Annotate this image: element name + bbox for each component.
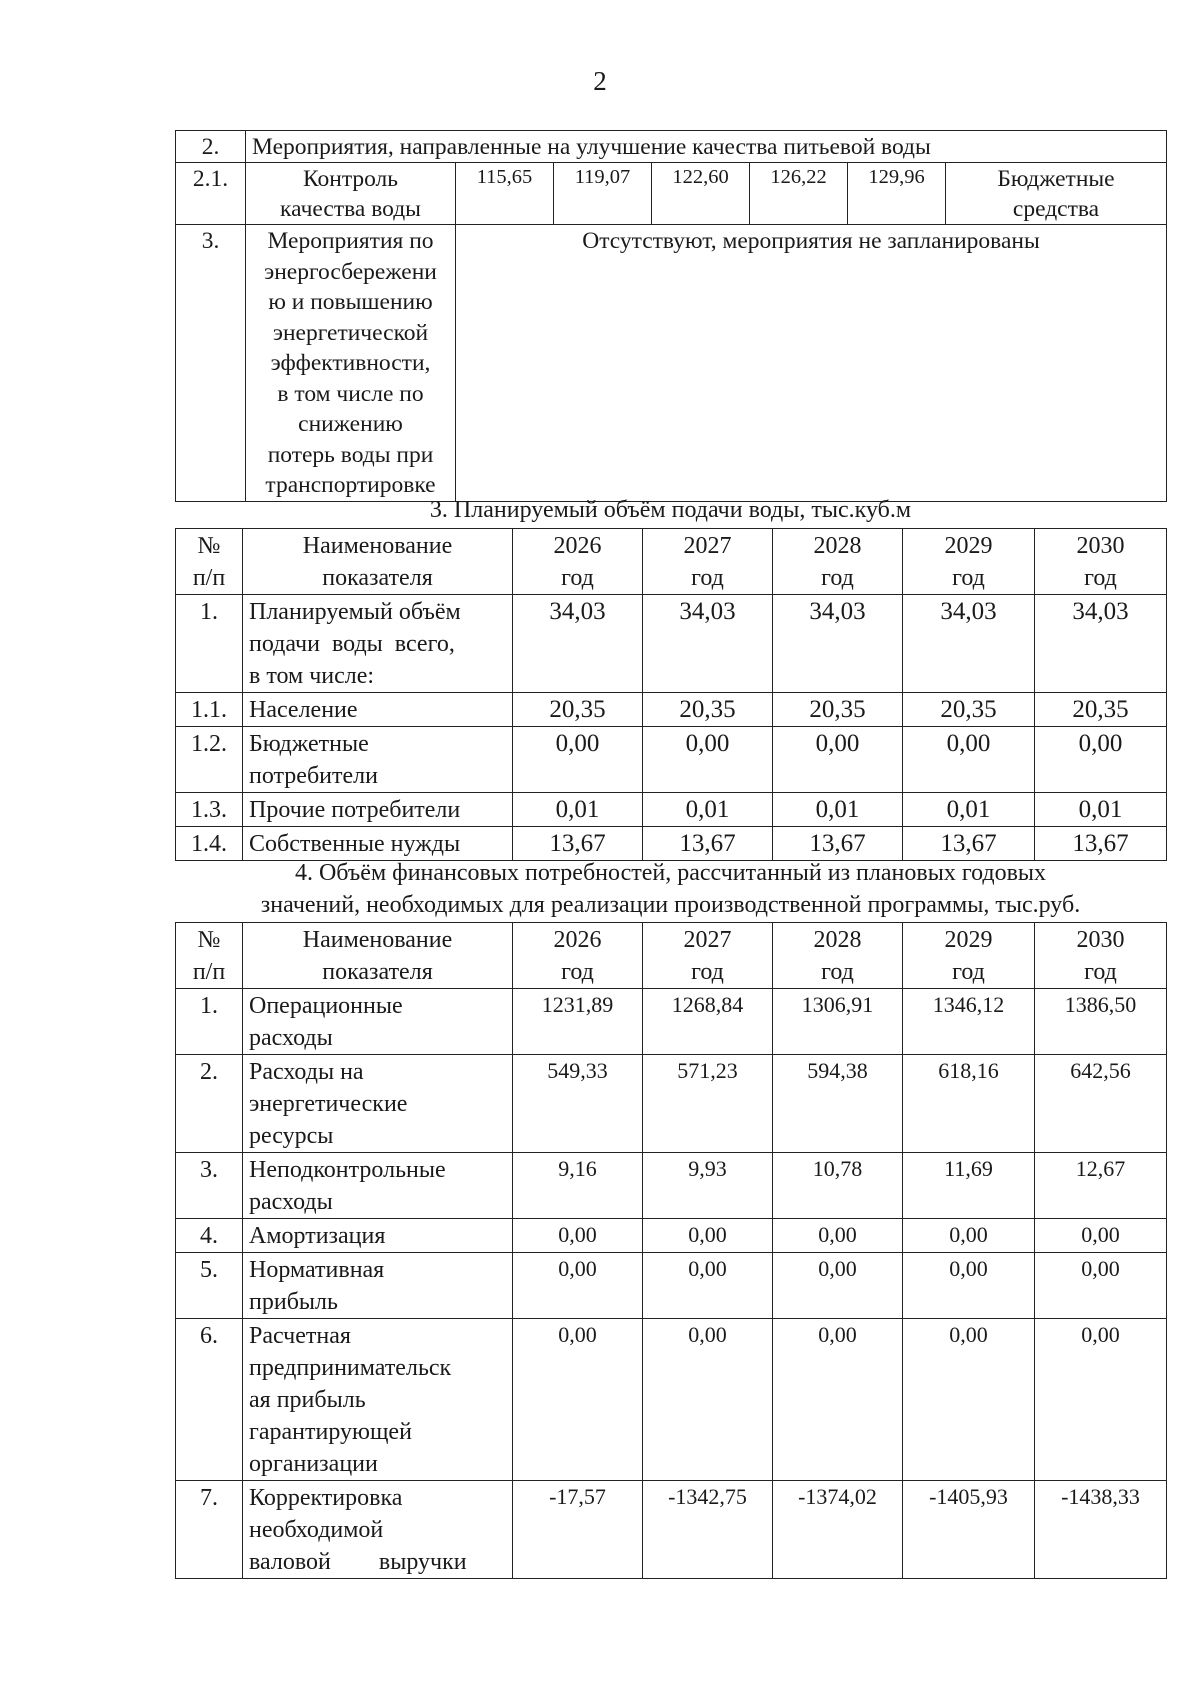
name-line: организации bbox=[249, 1451, 378, 1477]
row-number: 1. bbox=[176, 595, 243, 693]
row-number: 5. bbox=[176, 1253, 243, 1319]
value-cell: 10,78 bbox=[773, 1153, 903, 1219]
year: 2027 bbox=[683, 533, 732, 559]
year-word: год bbox=[821, 565, 854, 591]
funding-source bbox=[946, 163, 1167, 225]
year-word: год bbox=[1084, 959, 1117, 985]
value-cell: 571,23 bbox=[643, 1055, 773, 1153]
name-line: Неподконтрольные bbox=[249, 1157, 446, 1183]
row-name bbox=[243, 1319, 513, 1481]
value-cell: 34,03 bbox=[903, 595, 1035, 693]
name-line: Мероприятия по bbox=[267, 228, 434, 254]
name-line: качества воды bbox=[280, 196, 421, 222]
value-cell: 9,16 bbox=[513, 1153, 643, 1219]
name-line: расходы bbox=[249, 1189, 333, 1215]
name-line: ая прибыль bbox=[249, 1387, 366, 1413]
name-line: Бюджетные bbox=[249, 731, 369, 757]
year-word: год bbox=[1084, 565, 1117, 591]
value-cell: 126,22 bbox=[750, 163, 848, 225]
name-line: в том числе по bbox=[277, 380, 424, 407]
table-row bbox=[176, 693, 1167, 727]
row-name bbox=[243, 989, 513, 1055]
name-line: Расходы на bbox=[249, 1059, 364, 1085]
name-line: энергетические bbox=[249, 1091, 408, 1117]
value-cell: -17,57 bbox=[513, 1481, 643, 1579]
year: 2028 bbox=[813, 927, 862, 953]
name-line: транспортировке bbox=[265, 472, 436, 498]
value-cell: 20,35 bbox=[513, 693, 643, 727]
row-number: 1.3. bbox=[176, 793, 243, 827]
row-number: 1.1. bbox=[176, 693, 243, 727]
value-cell: 0,00 bbox=[1035, 1219, 1167, 1253]
header-year bbox=[903, 529, 1035, 595]
value-cell: 0,00 bbox=[1035, 1319, 1167, 1481]
header-year bbox=[643, 529, 773, 595]
name-line: Нормативная bbox=[249, 1257, 385, 1283]
table-row bbox=[176, 1055, 1167, 1153]
value-cell: 0,00 bbox=[643, 727, 773, 793]
year: 2030 bbox=[1076, 533, 1125, 559]
name-line: Контроль bbox=[302, 166, 399, 192]
name-line: необходимой bbox=[249, 1517, 384, 1543]
value-cell: 1306,91 bbox=[773, 989, 903, 1055]
value-cell: 1346,12 bbox=[903, 989, 1035, 1055]
header-line: п/п bbox=[192, 565, 226, 591]
row-number: 1.2. bbox=[176, 727, 243, 793]
table-row bbox=[176, 1219, 1167, 1253]
value-cell: 0,01 bbox=[643, 793, 773, 827]
row-number: 4. bbox=[176, 1219, 243, 1253]
header-name bbox=[243, 529, 513, 595]
row-name bbox=[243, 1153, 513, 1219]
value-cell: 0,00 bbox=[643, 1253, 773, 1319]
row-number: 2. bbox=[176, 1055, 243, 1153]
value-cell: 12,67 bbox=[1035, 1153, 1167, 1219]
value-cell: 0,00 bbox=[903, 727, 1035, 793]
value-cell: 11,69 bbox=[903, 1153, 1035, 1219]
value-cell: 1386,50 bbox=[1035, 989, 1167, 1055]
row-name: Прочие потребители bbox=[243, 793, 513, 827]
value-cell: 20,35 bbox=[903, 693, 1035, 727]
header-num bbox=[176, 923, 243, 989]
table-row bbox=[176, 131, 1167, 163]
header-year bbox=[773, 923, 903, 989]
name-line: прибыль bbox=[249, 1289, 338, 1315]
name-line: снижению bbox=[298, 411, 403, 437]
source-line: средства bbox=[1012, 196, 1100, 222]
row-text: Мероприятия, направленные на улучшение качества питьевой воды bbox=[246, 131, 1167, 163]
value-cell: -1342,75 bbox=[643, 1481, 773, 1579]
year: 2028 bbox=[813, 533, 862, 559]
value-cell: 115,65 bbox=[456, 163, 554, 225]
value-cell: 34,03 bbox=[643, 595, 773, 693]
name-line: валовой выручки bbox=[249, 1549, 467, 1575]
header-name bbox=[243, 923, 513, 989]
value-cell: 0,01 bbox=[513, 793, 643, 827]
row-name bbox=[243, 727, 513, 793]
value-cell: 0,00 bbox=[643, 1319, 773, 1481]
value-cell: 13,67 bbox=[513, 827, 643, 861]
value-cell: 549,33 bbox=[513, 1055, 643, 1153]
row-name: Собственные нужды bbox=[243, 827, 513, 861]
year-word: год bbox=[691, 565, 724, 591]
header-year bbox=[513, 529, 643, 595]
name-line: в том числе: bbox=[249, 663, 375, 689]
value-cell: 642,56 bbox=[1035, 1055, 1167, 1153]
year-word: год bbox=[691, 959, 724, 985]
page-number: 2 bbox=[593, 66, 607, 96]
name-line: потребители bbox=[249, 763, 378, 789]
table-row bbox=[176, 163, 1167, 225]
name-line: Корректировка bbox=[249, 1485, 403, 1511]
value-cell: 20,35 bbox=[1035, 693, 1167, 727]
source-line: Бюджетные bbox=[997, 166, 1115, 192]
value-cell: 119,07 bbox=[554, 163, 652, 225]
financial-needs-table bbox=[175, 922, 1167, 1579]
year: 2029 bbox=[944, 533, 993, 559]
year: 2027 bbox=[683, 927, 732, 953]
value-cell: 0,00 bbox=[513, 727, 643, 793]
measures-table bbox=[175, 130, 1167, 502]
name-line: подачи воды всего, bbox=[249, 631, 455, 657]
value-cell: 0,00 bbox=[513, 1253, 643, 1319]
row-name bbox=[243, 1055, 513, 1153]
value-cell: 0,00 bbox=[903, 1219, 1035, 1253]
row-name bbox=[246, 163, 456, 225]
name-line: ю и повышению bbox=[268, 289, 433, 315]
header-line: п/п bbox=[192, 959, 226, 985]
value-cell: -1438,33 bbox=[1035, 1481, 1167, 1579]
row-number: 7. bbox=[176, 1481, 243, 1579]
header-year bbox=[1035, 923, 1167, 989]
value-cell: 34,03 bbox=[513, 595, 643, 693]
row-number: 2.1. bbox=[176, 163, 246, 225]
table-row bbox=[176, 1153, 1167, 1219]
value-cell: 34,03 bbox=[1035, 595, 1167, 693]
value-cell: 0,01 bbox=[1035, 793, 1167, 827]
name-line: предпринимательск bbox=[249, 1355, 452, 1381]
row-number: 3. bbox=[176, 1153, 243, 1219]
table-row bbox=[176, 727, 1167, 793]
year-word: год bbox=[821, 959, 854, 985]
water-supply-table bbox=[175, 528, 1167, 861]
name-line: ресурсы bbox=[249, 1123, 334, 1149]
table-row bbox=[176, 595, 1167, 693]
value-cell: 9,93 bbox=[643, 1153, 773, 1219]
value-cell: 20,35 bbox=[643, 693, 773, 727]
header-line: № bbox=[197, 533, 221, 559]
value-cell: 20,35 bbox=[773, 693, 903, 727]
value-cell: -1405,93 bbox=[903, 1481, 1035, 1579]
header-line: № bbox=[197, 927, 221, 953]
name-line: потерь воды при bbox=[267, 441, 434, 468]
value-cell: 618,16 bbox=[903, 1055, 1035, 1153]
year-word: год bbox=[561, 565, 594, 591]
row-name: Население bbox=[243, 693, 513, 727]
header-line: Наименование bbox=[302, 533, 453, 559]
table-header-row bbox=[176, 923, 1167, 989]
year: 2026 bbox=[553, 927, 602, 953]
header-year bbox=[643, 923, 773, 989]
value-cell: 13,67 bbox=[903, 827, 1035, 861]
value-cell: 0,01 bbox=[773, 793, 903, 827]
name-line: Операционные bbox=[249, 993, 403, 1019]
row-number: 3. bbox=[176, 225, 246, 502]
section-title: 3. Планируемый объём подачи воды, тыс.куб.м bbox=[429, 497, 912, 523]
row-note: Отсутствуют, мероприятия не запланированы bbox=[456, 225, 1167, 502]
value-cell: 122,60 bbox=[652, 163, 750, 225]
value-cell: 0,00 bbox=[1035, 727, 1167, 793]
header-line: показателя bbox=[322, 565, 433, 591]
row-number: 2. bbox=[176, 131, 246, 163]
value-cell: 0,00 bbox=[773, 1319, 903, 1481]
name-line: Расчетная bbox=[249, 1323, 351, 1349]
name-line: энергосбережени bbox=[264, 258, 437, 285]
header-year bbox=[773, 529, 903, 595]
value-cell: 0,00 bbox=[1035, 1253, 1167, 1319]
header-line: показателя bbox=[322, 959, 433, 985]
year-word: год bbox=[561, 959, 594, 985]
value-cell: 129,96 bbox=[848, 163, 946, 225]
name-line: гарантирующей bbox=[249, 1419, 412, 1445]
table-row bbox=[176, 1319, 1167, 1481]
title-line: 4. Объём финансовых потребностей, рассчитанный из плановых годовых bbox=[294, 860, 1047, 886]
header-year bbox=[903, 923, 1035, 989]
year-word: год bbox=[952, 565, 985, 591]
value-cell: 0,00 bbox=[513, 1219, 643, 1253]
row-name bbox=[243, 595, 513, 693]
year: 2026 bbox=[553, 533, 602, 559]
name-line: Планируемый объём bbox=[249, 599, 461, 625]
value-cell: 13,67 bbox=[773, 827, 903, 861]
row-number: 1. bbox=[176, 989, 243, 1055]
value-cell: 0,01 bbox=[903, 793, 1035, 827]
name-line: расходы bbox=[249, 1025, 333, 1051]
title-line: значений, необходимых для реализации производственной программы, тыс.руб. bbox=[260, 892, 1081, 918]
table-row bbox=[176, 1481, 1167, 1579]
year: 2029 bbox=[944, 927, 993, 953]
value-cell: 0,00 bbox=[903, 1319, 1035, 1481]
table-row bbox=[176, 225, 1167, 502]
value-cell: 1231,89 bbox=[513, 989, 643, 1055]
value-cell: 34,03 bbox=[773, 595, 903, 693]
table-row bbox=[176, 827, 1167, 861]
name-line: энергетической bbox=[272, 319, 429, 346]
year: 2030 bbox=[1076, 927, 1125, 953]
row-name: Амортизация bbox=[243, 1219, 513, 1253]
value-cell: 0,00 bbox=[773, 1253, 903, 1319]
value-cell: 13,67 bbox=[643, 827, 773, 861]
row-name bbox=[243, 1253, 513, 1319]
value-cell: 0,00 bbox=[773, 727, 903, 793]
row-number: 1.4. bbox=[176, 827, 243, 861]
value-cell: 0,00 bbox=[513, 1319, 643, 1481]
row-name bbox=[243, 1481, 513, 1579]
row-number: 6. bbox=[176, 1319, 243, 1481]
value-cell: 0,00 bbox=[903, 1253, 1035, 1319]
value-cell: -1374,02 bbox=[773, 1481, 903, 1579]
value-cell: 13,67 bbox=[1035, 827, 1167, 861]
header-num bbox=[176, 529, 243, 595]
year-word: год bbox=[952, 959, 985, 985]
table-header-row bbox=[176, 529, 1167, 595]
row-name bbox=[246, 225, 456, 502]
header-line: Наименование bbox=[302, 927, 453, 953]
value-cell: 1268,84 bbox=[643, 989, 773, 1055]
value-cell: 0,00 bbox=[773, 1219, 903, 1253]
value-cell: 0,00 bbox=[643, 1219, 773, 1253]
header-year bbox=[513, 923, 643, 989]
section-title bbox=[175, 857, 1166, 921]
header-year bbox=[1035, 529, 1167, 595]
table-row bbox=[176, 989, 1167, 1055]
table-row bbox=[176, 1253, 1167, 1319]
name-line: эффективности, bbox=[270, 350, 431, 376]
value-cell: 594,38 bbox=[773, 1055, 903, 1153]
table-row bbox=[176, 793, 1167, 827]
